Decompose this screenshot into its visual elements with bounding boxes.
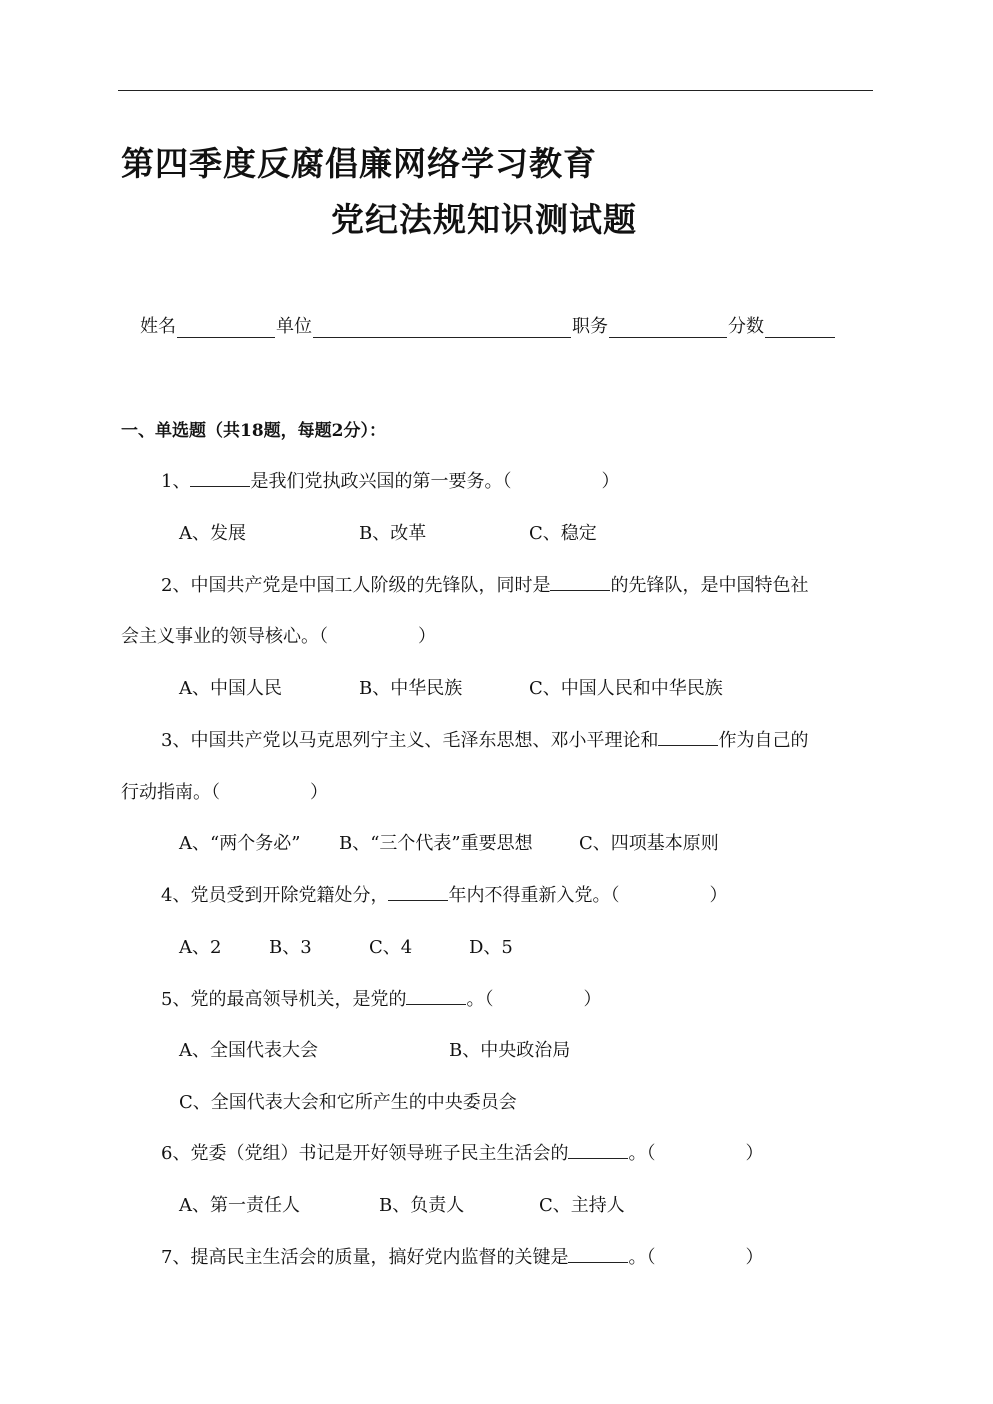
option-c[interactable]: C、主持人 — [539, 1195, 625, 1216]
header-rule — [118, 90, 873, 91]
question-text: 5、党的最高领导机关，是党的 — [161, 989, 407, 1010]
option-a[interactable]: A、中国人民 — [179, 678, 282, 699]
question-text: 作为自己的 — [718, 730, 809, 751]
question-2 — [161, 571, 808, 597]
option-b[interactable]: B、中华民族 — [359, 678, 463, 699]
question-3 — [161, 726, 808, 752]
unit-blank[interactable] — [313, 317, 571, 338]
question-text: 2、中国共产党是中国工人阶级的先锋队，同时是 — [161, 575, 551, 596]
options-5-continued — [179, 1088, 517, 1114]
options-3 — [179, 829, 719, 855]
name-blank[interactable] — [177, 317, 275, 338]
question-text: 4、党员受到开除党籍处分， — [161, 885, 389, 906]
question-text: 1、 — [161, 471, 191, 492]
option-c[interactable]: C、4 — [369, 937, 413, 958]
answer-blank[interactable] — [406, 988, 466, 1005]
position-blank[interactable] — [609, 317, 727, 338]
question-4 — [161, 881, 727, 907]
option-a[interactable]: A、2 — [179, 937, 222, 958]
option-a[interactable]: A、“两个务必” — [179, 833, 301, 854]
options-5 — [179, 1036, 570, 1062]
option-c[interactable]: C、稳定 — [529, 523, 597, 544]
question-1 — [161, 467, 619, 493]
answer-blank[interactable] — [388, 884, 448, 901]
option-c[interactable]: C、四项基本原则 — [579, 833, 719, 854]
question-2-continued: 会主义事业的领导核心。（ ） — [121, 626, 436, 647]
section-heading: 一、单选题（共18题，每题2分）： — [121, 421, 386, 441]
question-text: 。（ ） — [628, 1247, 764, 1268]
score-blank[interactable] — [765, 317, 835, 338]
question-text: 的先锋队，是中国特色社 — [610, 575, 809, 596]
options-1 — [179, 519, 597, 545]
question-text: 。（ ） — [628, 1143, 764, 1164]
options-4 — [179, 933, 513, 959]
answer-blank[interactable] — [568, 1142, 628, 1159]
question-text: 是我们党执政兴国的第一要务。（ ） — [250, 471, 620, 492]
option-a[interactable]: A、第一责任人 — [179, 1195, 300, 1216]
question-3-continued: 行动指南。（ ） — [121, 782, 328, 803]
option-b[interactable]: B、中央政治局 — [449, 1040, 571, 1061]
option-a[interactable]: A、全国代表大会 — [179, 1040, 318, 1061]
position-label: 职务 — [572, 316, 608, 337]
question-5 — [161, 985, 601, 1011]
answer-blank[interactable] — [190, 470, 250, 487]
page-title: 第四季度反腐倡廉网络学习教育 — [121, 144, 597, 183]
score-label: 分数 — [728, 316, 764, 337]
name-label: 姓名 — [140, 316, 176, 337]
option-b[interactable]: B、3 — [269, 937, 312, 958]
option-b[interactable]: B、“三个代表”重要思想 — [339, 833, 533, 854]
page-subtitle: 党纪法规知识测试题 — [331, 200, 637, 239]
option-b[interactable]: B、改革 — [359, 523, 427, 544]
option-a[interactable]: A、发展 — [179, 523, 246, 544]
question-text: 3、中国共产党以马克思列宁主义、毛泽东思想、邓小平理论和 — [161, 730, 659, 751]
option-c[interactable]: C、全国代表大会和它所产生的中央委员会 — [179, 1092, 517, 1113]
answer-blank[interactable] — [658, 729, 718, 746]
question-text: 6、党委（党组）书记是开好领导班子民主生活会的 — [161, 1143, 569, 1164]
option-d[interactable]: D、5 — [469, 937, 513, 958]
question-text: 年内不得重新入党。（ ） — [448, 885, 728, 906]
answer-blank[interactable] — [550, 574, 610, 591]
unit-label: 单位 — [276, 316, 312, 337]
options-2 — [179, 674, 723, 700]
answer-blank[interactable] — [568, 1246, 628, 1263]
question-7 — [161, 1243, 763, 1269]
question-text: 。（ ） — [466, 989, 602, 1010]
info-row — [140, 312, 836, 338]
question-6 — [161, 1139, 763, 1165]
option-b[interactable]: B、负责人 — [379, 1195, 465, 1216]
question-text: 7、提高民主生活会的质量，搞好党内监督的关键是 — [161, 1247, 569, 1268]
option-c[interactable]: C、中国人民和中华民族 — [529, 678, 723, 699]
options-6 — [179, 1191, 625, 1217]
